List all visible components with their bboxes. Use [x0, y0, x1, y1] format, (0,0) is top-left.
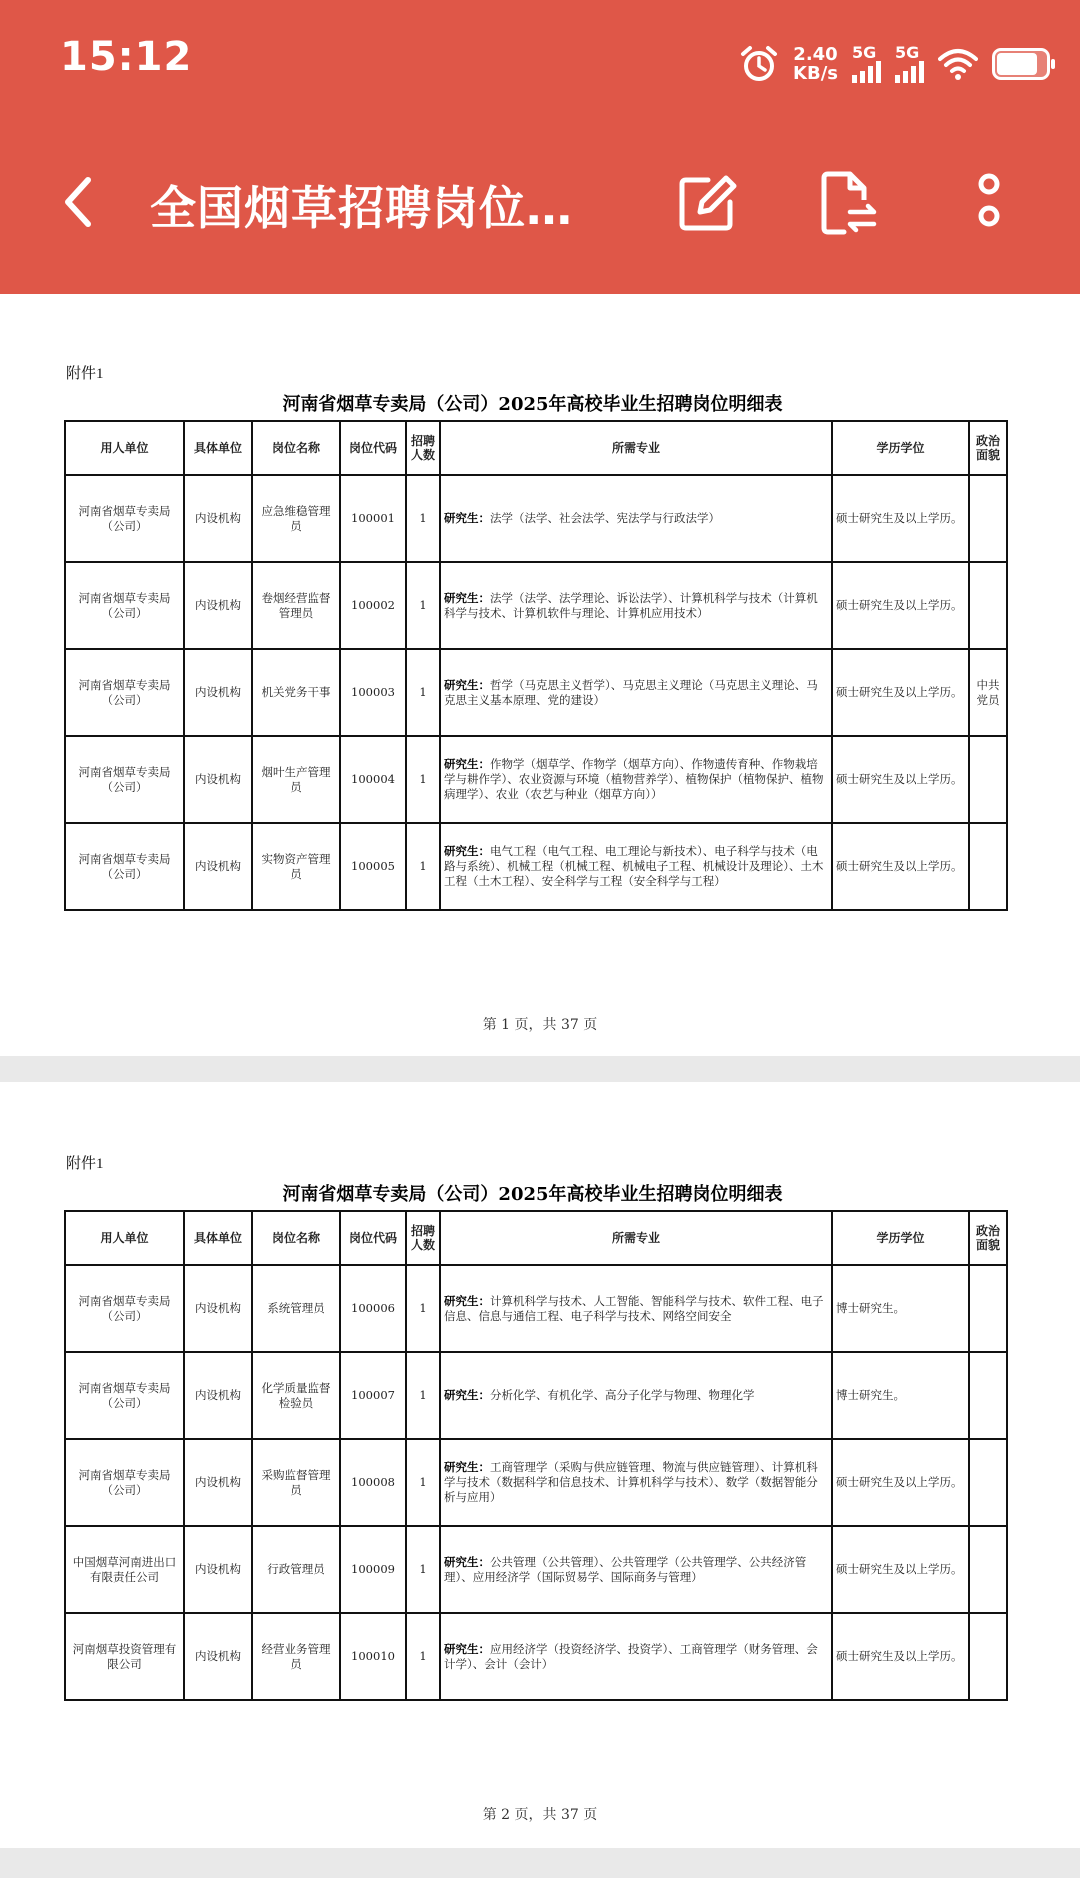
table-title: 河南省烟草专卖局（公司）2025年高校毕业生招聘岗位明细表	[282, 394, 783, 415]
net-speed-value: 2.40	[793, 44, 838, 65]
net-speed-unit: KB/s	[793, 63, 838, 84]
major-label: 研究生：	[444, 1388, 490, 1402]
major-text: 公共管理（公共管理）、公共管理学（公共管理学、公共经济管理）、应用经济学（国际贸易学、国际商务与管理）	[444, 1554, 807, 1584]
cell-code: 100002	[340, 562, 406, 649]
cell-politics	[969, 1439, 1007, 1526]
recruitment-table	[64, 1210, 1008, 1701]
cell-unit: 河南省烟草专卖局（公司）	[65, 475, 184, 562]
header-dept: 具体单位	[184, 421, 252, 475]
table-title: 河南省烟草专卖局（公司）2025年高校毕业生招聘岗位明细表	[282, 1184, 783, 1205]
major-label: 研究生：	[444, 1460, 490, 1474]
major-text: 法学（法学、法学理论、诉讼法学）、计算机科学与技术（计算机科学与技术、计算机软件与理论、计算机应用技术）	[444, 590, 818, 620]
major-label: 研究生：	[444, 844, 490, 858]
cell-dept: 内设机构	[184, 649, 252, 736]
cell-edu: 硕士研究生及以上学历。	[832, 475, 969, 562]
cell-dept: 内设机构	[184, 1352, 252, 1439]
cell-count: 1	[406, 1526, 440, 1613]
cell-post: 卷烟经营监督管理员	[252, 562, 340, 649]
cell-post: 烟叶生产管理员	[252, 736, 340, 823]
app-bar	[0, 0, 1080, 294]
major-label: 研究生：	[444, 1293, 490, 1308]
net-speed	[793, 45, 838, 83]
major-text: 法学（法学、社会法学、宪法学与行政法学）	[490, 511, 720, 525]
cell-politics	[969, 1265, 1007, 1352]
cell-major	[440, 475, 832, 562]
cell-code: 100005	[340, 823, 406, 910]
cell-unit: 河南省烟草专卖局（公司）	[65, 1265, 184, 1352]
cell-code: 100001	[340, 475, 406, 562]
cell-politics	[969, 823, 1007, 910]
header-unit: 用人单位	[65, 1211, 184, 1265]
cell-count: 1	[406, 1613, 440, 1700]
cell-politics	[969, 562, 1007, 649]
cell-edu: 硕士研究生及以上学历。	[832, 823, 969, 910]
header-politics: 政治面貌	[969, 421, 1007, 475]
status-icons	[739, 36, 1050, 92]
cell-code: 100003	[340, 649, 406, 736]
cell-politics	[969, 736, 1007, 823]
page-number: 第 1 页，共 37 页	[482, 1017, 598, 1033]
sim2-label: 5G	[895, 43, 920, 62]
cell-post: 应急维稳管理员	[252, 475, 340, 562]
cell-post: 实物资产管理员	[252, 823, 340, 910]
table-row	[65, 1439, 1007, 1526]
cell-major	[440, 1439, 832, 1526]
cell-code: 100010	[340, 1613, 406, 1700]
battery-icon	[992, 48, 1050, 80]
document-title: 全国烟草招聘岗位…	[150, 181, 573, 235]
cell-post: 行政管理员	[252, 1526, 340, 1613]
cell-code: 100004	[340, 736, 406, 823]
cell-post: 化学质量监督检验员	[252, 1352, 340, 1439]
cell-unit: 河南省烟草专卖局（公司）	[65, 1439, 184, 1526]
cell-post: 系统管理员	[252, 1265, 340, 1352]
major-text: 应用经济学（投资经济学、投资学）、工商管理学（财务管理、会计学）、会计（会计）	[444, 1641, 818, 1671]
header-politics: 政治面貌	[969, 1211, 1007, 1265]
cell-count: 1	[406, 1265, 440, 1352]
cell-major	[440, 1526, 832, 1613]
table-row	[65, 1613, 1007, 1700]
cell-post: 机关党务干事	[252, 649, 340, 736]
cell-politics	[969, 475, 1007, 562]
cell-post: 采购监督管理员	[252, 1439, 340, 1526]
cell-major	[440, 823, 832, 910]
wifi-icon	[938, 47, 978, 81]
cell-major	[440, 1613, 832, 1700]
cell-unit: 河南省烟草专卖局（公司）	[65, 823, 184, 910]
nav-row	[0, 160, 1080, 250]
major-label: 研究生：	[444, 1641, 490, 1656]
cell-unit: 中国烟草河南进出口有限责任公司	[65, 1526, 184, 1613]
cell-count: 1	[406, 1352, 440, 1439]
cell-edu: 博士研究生。	[832, 1265, 969, 1352]
cell-major	[440, 649, 832, 736]
alarm-clock-icon	[739, 44, 779, 84]
cell-edu: 硕士研究生及以上学历。	[832, 1439, 969, 1526]
signal-bars-icon	[895, 61, 924, 83]
header-code: 岗位代码	[340, 1211, 406, 1265]
header-count: 招聘人数	[406, 1211, 440, 1265]
back-arrow-icon[interactable]	[50, 172, 110, 232]
signal-bars-icon	[852, 61, 881, 83]
signal-sim2	[895, 45, 924, 83]
cell-code: 100006	[340, 1265, 406, 1352]
edit-icon[interactable]	[674, 170, 740, 236]
table-row	[65, 562, 1007, 649]
page-number: 第 2 页，共 37 页	[482, 1807, 598, 1823]
table-row	[65, 1352, 1007, 1439]
cell-major	[440, 562, 832, 649]
major-text: 分析化学、有机化学、高分子化学与物理、物理化学	[490, 1388, 755, 1402]
cell-major	[440, 1265, 832, 1352]
table-header-row	[65, 1211, 1007, 1265]
cell-edu: 硕士研究生及以上学历。	[832, 1613, 969, 1700]
cell-dept: 内设机构	[184, 1439, 252, 1526]
cell-dept: 内设机构	[184, 475, 252, 562]
header-dept: 具体单位	[184, 1211, 252, 1265]
header-edu: 学历学位	[832, 421, 969, 475]
cell-count: 1	[406, 562, 440, 649]
table-row	[65, 1265, 1007, 1352]
pdf-page[interactable]	[0, 1082, 1080, 1848]
header-unit: 用人单位	[65, 421, 184, 475]
status-time: 15:12	[60, 34, 193, 80]
cell-dept: 内设机构	[184, 562, 252, 649]
cell-count: 1	[406, 475, 440, 562]
major-text: 哲学（马克思主义哲学）、马克思主义理论（马克思主义理论、马克思主义基本原理、党的建设）	[444, 677, 818, 707]
table-row	[65, 823, 1007, 910]
attachment-label: 附件1	[66, 366, 104, 382]
major-text: 作物学（烟草学、作物学（烟草方向）、作物遗传育种、作物栽培学与耕作学）、农业资源与环境（植物营养学）、植物保护（植物保护、植物病理学）、农业（农艺与种业（烟草方向））	[444, 757, 824, 801]
major-label: 研究生：	[444, 677, 490, 692]
major-label: 研究生：	[444, 1554, 490, 1569]
recruitment-table	[64, 420, 1008, 911]
cell-major	[440, 1352, 832, 1439]
major-label: 研究生：	[444, 757, 490, 771]
cell-edu: 硕士研究生及以上学历。	[832, 562, 969, 649]
cell-unit: 河南省烟草专卖局（公司）	[65, 1352, 184, 1439]
cell-count: 1	[406, 649, 440, 736]
header-post: 岗位名称	[252, 1211, 340, 1265]
cell-dept: 内设机构	[184, 1526, 252, 1613]
cell-post: 经营业务管理员	[252, 1613, 340, 1700]
signal-sim1	[852, 45, 881, 83]
header-major: 所需专业	[440, 1211, 832, 1265]
cell-dept: 内设机构	[184, 1265, 252, 1352]
cell-politics	[969, 1613, 1007, 1700]
cell-major	[440, 736, 832, 823]
cell-unit: 河南省烟草专卖局（公司）	[65, 736, 184, 823]
cell-count: 1	[406, 823, 440, 910]
major-label: 研究生：	[444, 511, 490, 525]
cell-dept: 内设机构	[184, 823, 252, 910]
cell-edu: 硕士研究生及以上学历。	[832, 1526, 969, 1613]
cell-unit: 河南烟草投资管理有限公司	[65, 1613, 184, 1700]
major-text: 计算机科学与技术、人工智能、智能科学与技术、软件工程、电子信息、信息与通信工程、电子科学与技术、网络空间安全	[444, 1293, 824, 1323]
cell-dept: 内设机构	[184, 1613, 252, 1700]
pdf-page[interactable]	[0, 294, 1080, 1056]
major-text: 电气工程（电气工程、电工理论与新技术）、电子科学与技术（电路与系统）、机械工程（机械工程、机械电子工程、机械设计及理论）、土木工程（土木工程）、安全科学与工程（安全科学与工程）	[444, 844, 824, 888]
major-label: 研究生：	[444, 590, 490, 605]
cell-politics	[969, 1352, 1007, 1439]
header-major: 所需专业	[440, 421, 832, 475]
cell-unit: 河南省烟草专卖局（公司）	[65, 649, 184, 736]
sim1-label: 5G	[852, 43, 877, 62]
header-post: 岗位名称	[252, 421, 340, 475]
cell-code: 100009	[340, 1526, 406, 1613]
table-row	[65, 475, 1007, 562]
header-edu: 学历学位	[832, 1211, 969, 1265]
table-row	[65, 1526, 1007, 1613]
table-row	[65, 649, 1007, 736]
cell-count: 1	[406, 736, 440, 823]
cell-unit: 河南省烟草专卖局（公司）	[65, 562, 184, 649]
cell-politics: 中共党员	[969, 649, 1007, 736]
cell-code: 100008	[340, 1439, 406, 1526]
cell-count: 1	[406, 1439, 440, 1526]
table-header-row	[65, 421, 1007, 475]
file-convert-icon[interactable]	[814, 170, 880, 236]
major-text: 工商管理学（采购与供应链管理、物流与供应链管理）、计算机科学与技术（数据科学和信息技术、计算机科学与技术）、数学（数据智能分析与应用）	[444, 1460, 818, 1504]
more-vertical-icon[interactable]	[956, 170, 1022, 236]
header-code: 岗位代码	[340, 421, 406, 475]
table-row	[65, 736, 1007, 823]
cell-edu: 博士研究生。	[832, 1352, 969, 1439]
cell-dept: 内设机构	[184, 736, 252, 823]
cell-edu: 硕士研究生及以上学历。	[832, 736, 969, 823]
header-count: 招聘人数	[406, 421, 440, 475]
attachment-label: 附件1	[66, 1156, 104, 1172]
cell-code: 100007	[340, 1352, 406, 1439]
cell-edu: 硕士研究生及以上学历。	[832, 649, 969, 736]
cell-politics	[969, 1526, 1007, 1613]
